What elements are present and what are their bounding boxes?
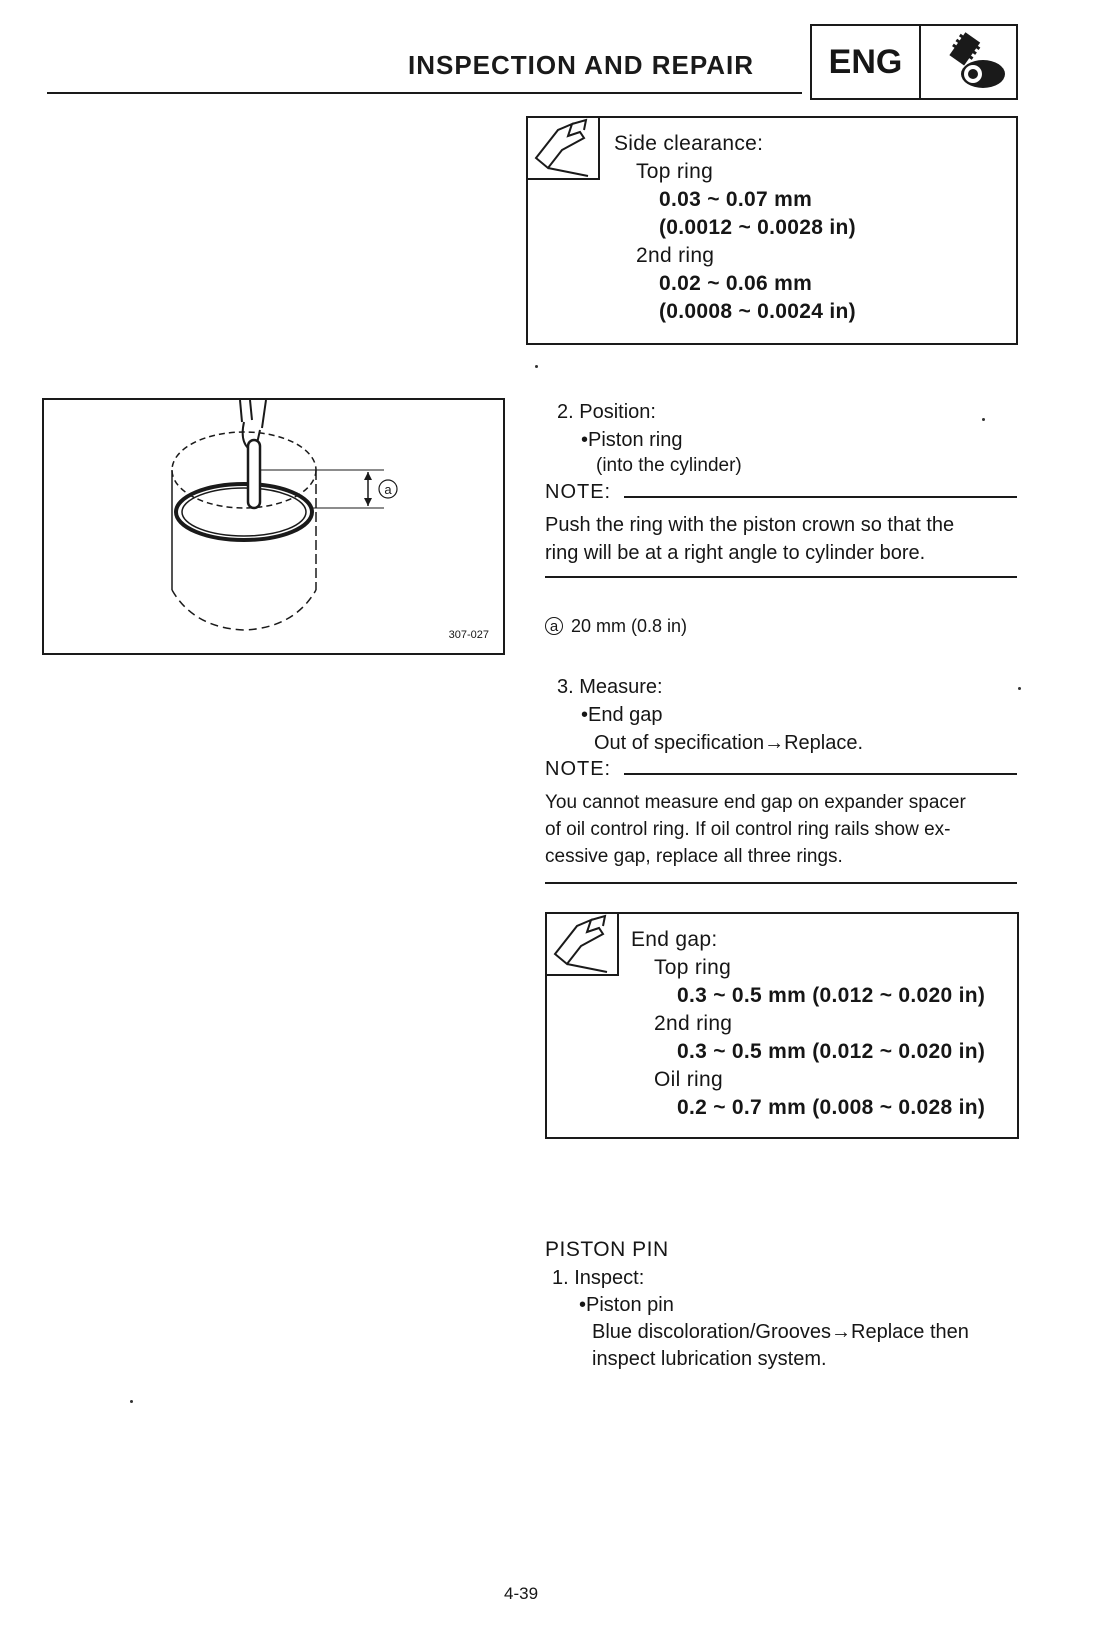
step2-item: •Piston ring xyxy=(581,429,683,451)
top-ring-label: Top ring xyxy=(654,956,732,979)
scan-speck xyxy=(1018,687,1021,690)
side-clearance-label: Side clearance: xyxy=(614,132,764,155)
step3-detail: Out of specification→Replace. xyxy=(594,732,864,754)
piston-pin-step: 1. Inspect: xyxy=(552,1267,645,1289)
note-end-rule xyxy=(545,576,1017,578)
second-ring-label: 2nd ring xyxy=(654,1012,733,1035)
second-ring-mm: 0.02 ~ 0.06 mm xyxy=(659,272,813,295)
section-badge-label: ENG xyxy=(812,26,921,98)
end-gap-spec-box xyxy=(545,912,1019,1139)
step3-note-label: NOTE: xyxy=(545,758,612,780)
top-ring-label: Top ring xyxy=(636,160,714,183)
engine-icon xyxy=(921,26,1016,98)
piston-pin-detail-line1: Blue discoloration/Grooves→Replace then xyxy=(592,1321,969,1343)
step3-note-line2: of oil control ring. If oil control ring rails show ex- xyxy=(545,819,951,840)
caliper-icon xyxy=(528,118,600,180)
step2-note-line1: Push the ring with the piston crown so that the xyxy=(545,514,955,536)
cylinder-illustration xyxy=(44,400,503,653)
figure-code: 307-027 xyxy=(448,629,489,641)
end-gap-label: End gap: xyxy=(631,928,718,951)
caliper-icon xyxy=(547,914,619,976)
step2-detail: (into the cylinder) xyxy=(596,455,742,476)
page-number: 4-39 xyxy=(504,1584,539,1603)
step2-note-label: NOTE: xyxy=(545,481,612,503)
step2-dimension xyxy=(545,612,687,640)
top-ring-value: 0.3 ~ 0.5 mm (0.012 ~ 0.020 in) xyxy=(677,984,986,1007)
note-end-rule xyxy=(545,882,1017,884)
oil-ring-label: Oil ring xyxy=(654,1068,723,1091)
step3-note-line1: You cannot measure end gap on expander spacer xyxy=(545,792,966,813)
piston-pin-heading: PISTON PIN xyxy=(545,1238,669,1261)
piston-ring-figure xyxy=(42,398,505,655)
step3-heading: 3. Measure: xyxy=(557,676,663,698)
note-rule xyxy=(624,773,1017,775)
scan-speck xyxy=(982,418,985,421)
figure-dimension-marker: a xyxy=(384,482,392,497)
step2-heading: 2. Position: xyxy=(557,401,656,423)
top-ring-mm: 0.03 ~ 0.07 mm xyxy=(659,188,813,211)
side-clearance-spec-box xyxy=(526,116,1018,345)
step2-note-line2: ring will be at a right angle to cylinder bore. xyxy=(545,542,926,564)
page-title: INSPECTION AND REPAIR xyxy=(408,50,755,80)
piston-pin-item: •Piston pin xyxy=(579,1294,674,1316)
second-ring-in: (0.0008 ~ 0.0024 in) xyxy=(659,300,856,323)
top-ring-in: (0.0012 ~ 0.0028 in) xyxy=(659,216,856,239)
note-rule xyxy=(624,496,1017,498)
piston-pin-detail-line2: inspect lubrication system. xyxy=(592,1348,827,1370)
step3-item: •End gap xyxy=(581,704,663,726)
oil-ring-value: 0.2 ~ 0.7 mm (0.008 ~ 0.028 in) xyxy=(677,1096,986,1119)
dimension-marker: a xyxy=(545,617,563,635)
second-ring-value: 0.3 ~ 0.5 mm (0.012 ~ 0.020 in) xyxy=(677,1040,986,1063)
step3-note-line3: cessive gap, replace all three rings. xyxy=(545,846,843,867)
step2-dimension-value: 20 mm (0.8 in) xyxy=(571,616,688,636)
scan-speck xyxy=(535,365,538,368)
header-rule xyxy=(47,92,802,94)
section-badge xyxy=(810,24,1018,100)
second-ring-label: 2nd ring xyxy=(636,244,715,267)
scan-speck xyxy=(130,1400,133,1403)
